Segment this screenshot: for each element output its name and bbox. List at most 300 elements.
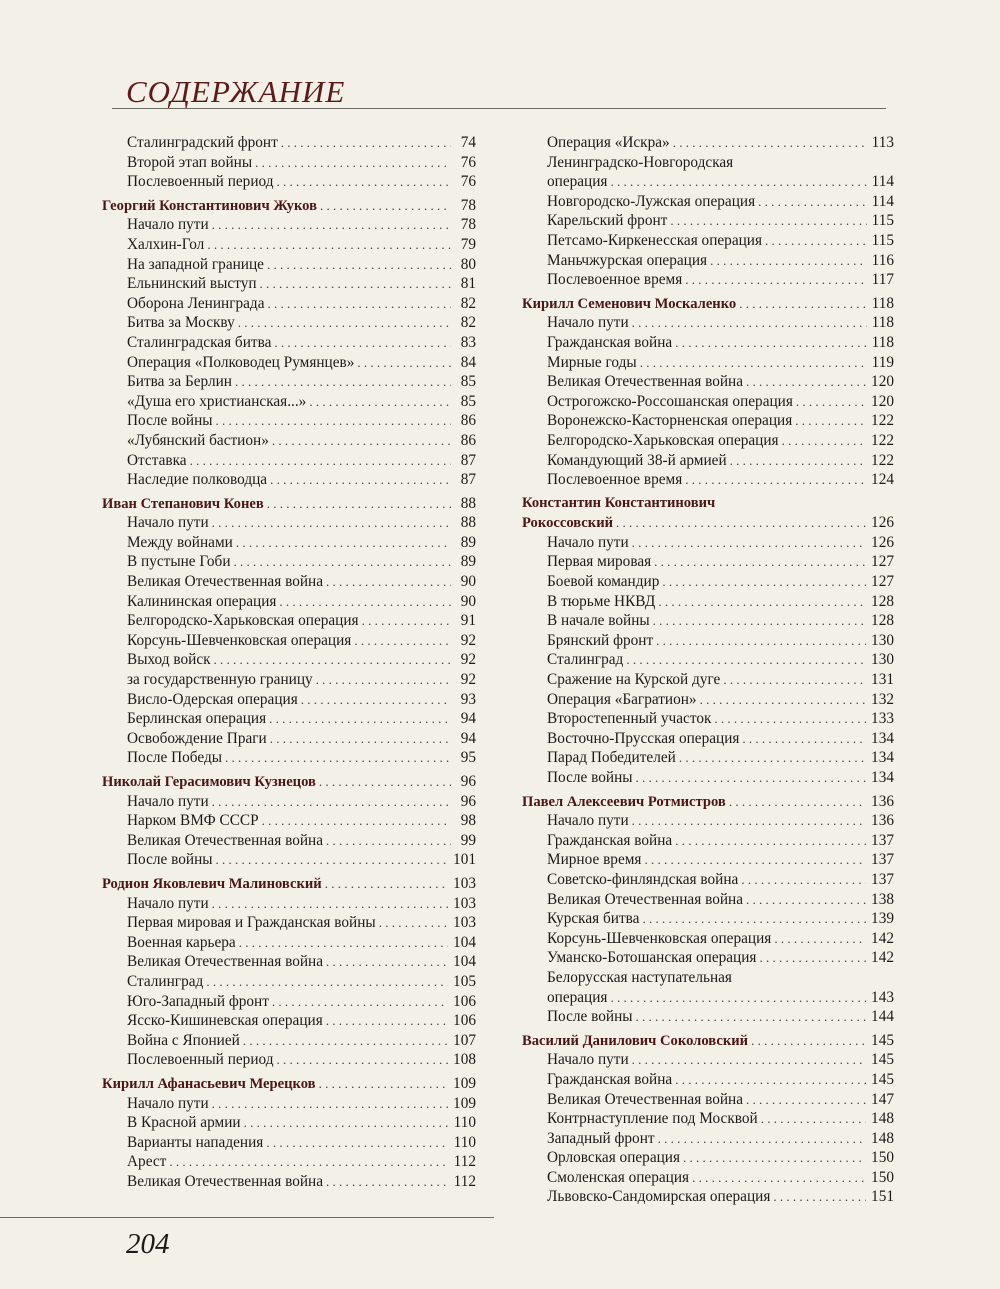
toc-entry[interactable] [522,172,894,192]
toc-person-name: Василий Данилович Соколовский [522,1032,749,1049]
toc-entry[interactable] [102,255,476,275]
toc-entry-title: Между войнами [127,533,233,551]
toc-page-number: 76 [460,153,476,171]
toc-page-number: 87 [460,451,476,469]
toc-entry[interactable] [522,831,894,851]
toc-entry-title: Брянский фронт [547,631,654,649]
dot-leader [610,988,866,1008]
toc-page-number: 95 [460,749,476,767]
toc-entry[interactable] [522,533,894,553]
footer-rule [0,1217,494,1218]
dot-leader [277,172,452,192]
dot-leader [326,1172,449,1192]
toc-page-number: 126 [871,533,894,551]
dot-leader [640,353,867,373]
toc-entry[interactable] [522,572,894,592]
toc-page-number: 82 [460,294,476,312]
toc-entry[interactable] [102,153,476,173]
toc-entry-title: После войны [547,1008,633,1026]
toc-entry[interactable] [102,274,476,294]
toc-entry-title: Петсамо-Киркенесская операция [547,231,763,249]
toc-entry[interactable] [102,1094,476,1114]
toc-page-number: 132 [871,690,894,708]
dot-leader [685,270,866,290]
toc-page-number: 103 [453,874,476,892]
dot-leader [675,1070,866,1090]
toc-page-number: 145 [871,1031,894,1049]
dot-leader [214,650,451,670]
dot-leader [212,792,451,812]
toc-entry[interactable] [522,470,894,490]
toc-page-number: 128 [871,612,894,630]
toc-entry[interactable] [522,1050,894,1070]
dot-leader [729,792,866,812]
toc-person-entry[interactable] [522,513,894,533]
toc-entry[interactable] [102,333,476,353]
toc-entry-title: Второстепенный участок [547,710,712,728]
toc-entry-title: Уманско-Ботошанская операция [547,949,757,967]
toc-page-number: 89 [460,533,476,551]
toc-page-number: 104 [453,933,476,951]
dot-leader [782,431,866,451]
toc-entry[interactable] [102,392,476,412]
dot-leader [746,1090,866,1110]
toc-entry-title: Ясско-Кишиневская операция [127,1012,323,1030]
dot-leader [270,729,451,749]
toc-entry[interactable] [522,690,894,710]
toc-entry-title: Послевоенное время [547,471,683,489]
toc-entry-title: Юго-Западный фронт [127,992,269,1010]
toc-entry[interactable] [102,1113,476,1133]
toc-entry[interactable] [102,313,476,333]
toc-page-number: 134 [871,769,894,786]
toc-entry-title: Начало пути [127,514,209,532]
toc-entry[interactable] [522,313,894,333]
toc-entry-title: Операция «Искра» [547,134,670,151]
dot-leader [238,313,451,333]
toc-entry[interactable] [522,270,894,290]
dot-leader [319,1074,448,1094]
dot-leader [212,215,451,235]
toc-entry[interactable] [522,1090,894,1110]
toc-page-number: 130 [871,631,894,649]
toc-entry[interactable] [102,572,476,592]
toc-entry[interactable] [522,251,894,271]
toc-entry[interactable] [102,709,476,729]
toc-person-entry[interactable] [102,494,476,514]
toc-entry[interactable] [522,451,894,471]
toc-page-number: 142 [871,929,894,947]
toc-entry[interactable] [102,1011,476,1031]
toc-entry-title: Начало пути [547,314,629,332]
toc-page-number: 78 [460,196,476,214]
dot-leader [269,709,451,729]
toc-entry-title: После войны [127,851,213,869]
toc-entry[interactable] [522,1168,894,1188]
dot-leader [751,1031,866,1051]
toc-entry[interactable] [102,513,476,533]
toc-entry[interactable] [102,850,476,870]
toc-entry[interactable] [522,1070,894,1090]
toc-entry-title: Орловская операция [547,1149,681,1167]
toc-page-number: 130 [871,651,894,669]
toc-page-number: 91 [460,612,476,630]
toc-entry-title: Сталинградская битва [127,333,272,351]
toc-entry[interactable] [522,1148,894,1168]
toc-page-number: 109 [453,1094,476,1112]
toc-entry[interactable] [102,1152,476,1172]
dot-leader [730,451,866,471]
dot-leader [746,372,866,392]
toc-entry-title: Западный фронт [547,1129,655,1147]
toc-page-number: 76 [460,173,476,191]
toc-entry[interactable] [522,353,894,373]
toc-entry-title: Корсунь-Шевченковская операция [547,929,772,947]
toc-entry[interactable] [102,1031,476,1051]
toc-entry-title: Наследие полководца [127,471,268,489]
toc-page-number: 104 [453,953,476,971]
toc-entry[interactable] [522,729,894,749]
dot-leader [216,411,451,431]
toc-entry-title: Смоленская операция [547,1168,690,1186]
toc-entry[interactable] [102,1172,476,1192]
toc-entry-title: Белорусская наступательная [547,968,732,986]
toc-page-number: 139 [871,910,894,928]
toc-entry-title: Висло-Одерская операция [127,690,298,708]
toc-page-number: 80 [460,255,476,273]
toc-entry[interactable] [522,392,894,412]
toc-page-number: 74 [460,134,476,151]
toc-entry[interactable] [522,929,894,949]
toc-person-entry[interactable] [102,1074,476,1094]
toc-page-number: 128 [871,592,894,610]
toc-page-number: 115 [871,212,894,230]
dot-leader [739,294,866,314]
toc-entry[interactable] [102,552,476,572]
dot-leader [683,1148,866,1168]
toc-entry[interactable] [102,431,476,451]
toc-entry[interactable] [102,811,476,831]
toc-entry[interactable] [102,972,476,992]
toc-person-entry[interactable] [522,294,894,314]
toc-entry-title: Ельнинский выступ [127,275,257,293]
toc-entry-title: Операция «Багратион» [547,690,697,708]
page-title: СОДЕРЖАНИЕ [126,74,346,109]
dot-leader [656,631,866,651]
dot-leader [675,333,866,353]
toc-entry-title: Курская битва [547,910,640,928]
toc-entry-title: «Лубянский бастион» [127,431,269,449]
dot-leader [266,1133,448,1153]
toc-page-number: 96 [460,773,476,790]
toc-page-number: 96 [460,792,476,810]
dot-leader [742,729,866,749]
toc-entry[interactable] [102,670,476,690]
toc-entry[interactable] [522,1109,894,1129]
toc-entry-title: Великая Отечественная война [127,831,324,849]
toc-entry[interactable] [522,1129,894,1149]
toc-entry[interactable] [102,353,476,373]
toc-entry[interactable] [522,231,894,251]
toc-entry[interactable] [522,850,894,870]
toc-entry[interactable] [522,909,894,929]
toc-entry[interactable] [102,592,476,612]
toc-entry[interactable] [102,690,476,710]
toc-entry[interactable] [102,470,476,490]
toc-entry[interactable] [522,948,894,968]
toc-entry-title: Калининская операция [127,592,277,610]
dot-leader [262,811,451,831]
dot-leader [642,909,866,929]
toc-entry[interactable] [522,890,894,910]
dot-leader [326,572,451,592]
toc-entry[interactable] [102,411,476,431]
toc-page-number: 147 [871,1090,894,1108]
toc-entry-title: Сражение на Курской дуге [547,671,721,689]
toc-entry[interactable] [522,670,894,690]
dot-leader [795,411,866,431]
toc-entry[interactable] [102,372,476,392]
toc-entry[interactable] [522,133,894,153]
toc-page-number: 116 [871,251,894,269]
dot-leader [658,592,866,612]
toc-entry[interactable] [102,729,476,749]
toc-entry[interactable] [102,235,476,255]
toc-entry[interactable] [102,952,476,972]
dot-leader [741,870,866,890]
toc-entry[interactable] [102,792,476,812]
toc-entry-title: В тюрьме НКВД [547,592,656,610]
toc-entry[interactable] [522,411,894,431]
header-rule [112,108,886,109]
toc-entry[interactable] [522,333,894,353]
toc-page-number: 106 [453,992,476,1010]
toc-entry-title: Начало пути [547,533,629,551]
dot-leader [325,874,448,894]
toc-page-number: 113 [871,134,894,151]
toc-entry[interactable] [522,650,894,670]
toc-entry[interactable] [522,1007,894,1027]
toc-entry[interactable] [102,611,476,631]
toc-entry-title: Мирное время [547,851,642,869]
dot-leader [206,972,448,992]
dot-leader [272,992,448,1012]
dot-leader [244,1113,449,1133]
toc-entry-title: После войны [547,769,633,786]
toc-page-number: 126 [871,514,894,532]
toc-entry[interactable] [102,451,476,471]
toc-entry[interactable] [522,709,894,729]
dot-leader [260,274,451,294]
toc-page-number: 136 [871,792,894,810]
toc-entry[interactable] [522,372,894,392]
toc-page-number: 134 [871,729,894,747]
toc-page-number: 94 [460,710,476,728]
toc-page-number: 134 [871,749,894,767]
toc-entry-title: Второй этап войны [127,153,253,171]
toc-entry[interactable] [522,811,894,831]
toc-page-number: 131 [871,671,894,689]
toc-entry[interactable] [102,631,476,651]
dot-leader [270,470,451,490]
toc-entry-title: Великая Отечественная война [547,1090,744,1108]
toc-page-number: 88 [460,494,476,512]
toc-entry[interactable] [522,631,894,651]
toc-entry-title: В начале войны [547,612,650,630]
toc-entry[interactable] [522,1187,894,1207]
dot-leader [169,1152,448,1172]
dot-leader [692,1168,866,1188]
dot-leader [239,933,448,953]
toc-person-name: Иван Степанович Конев [102,495,264,512]
toc-entry-title: Начало пути [127,1094,209,1112]
dot-leader [654,552,866,572]
toc-page-number: 86 [460,412,476,430]
toc-page-number: 87 [460,471,476,489]
toc-entry[interactable] [522,552,894,572]
dot-leader [212,1094,448,1114]
dot-leader [765,231,867,251]
toc-entry[interactable] [102,133,476,153]
toc-left-column [102,133,476,1191]
toc-entry-title: Контрнаступление под Москвой [547,1110,758,1128]
toc-entry-title: Отставка [127,451,187,469]
toc-entry-title: Великая Отечественная война [547,373,744,391]
toc-entry[interactable] [102,1133,476,1153]
toc-page-number: 90 [460,592,476,610]
toc-entry-title: Парад Победителей [547,749,676,767]
toc-entry[interactable] [522,431,894,451]
toc-entry[interactable] [522,748,894,768]
toc-person-name: Николай Герасимович Кузнецов [102,774,316,790]
dot-leader [357,353,451,373]
toc-entry[interactable] [102,215,476,235]
toc-page-number: 90 [460,573,476,591]
toc-entry-title: Оборона Ленинграда [127,294,265,312]
toc-entry[interactable] [102,172,476,192]
toc-entry-title: Великая Отечественная война [127,1172,324,1190]
toc-entry-title: Послевоенный период [127,1051,274,1069]
page-number: 204 [126,1228,170,1260]
dot-leader [662,572,866,592]
toc-page-number: 112 [453,1153,476,1171]
dot-leader [761,1109,866,1129]
dot-leader [746,890,866,910]
toc-entry-title: Гражданская война [547,831,673,849]
toc-person-name: Родион Яковлевич Малиновский [102,875,322,892]
toc-entry-title: операция [547,173,608,191]
toc-person-entry[interactable] [522,792,894,812]
toc-entry[interactable] [522,611,894,631]
toc-page-number: 118 [871,333,894,351]
toc-entry[interactable] [102,913,476,933]
toc-entry[interactable] [522,592,894,612]
dot-leader [362,611,451,631]
dot-leader [272,431,451,451]
toc-page-number: 83 [460,333,476,351]
toc-entry-title: Маньчжурская операция [547,251,708,269]
dot-leader [236,533,451,553]
toc-entry[interactable] [102,533,476,553]
toc-person-entry[interactable] [522,1031,894,1051]
toc-page-number: 92 [460,631,476,649]
dot-leader [636,768,867,788]
dot-leader [632,1050,866,1070]
dot-leader [616,513,866,533]
dot-leader [274,333,451,353]
toc-page-number: 118 [871,294,894,312]
toc-entry-title: Начало пути [547,812,629,830]
toc-entry-title: Острогожско-Россошанская операция [547,392,793,410]
toc-entry-title: Белгородско-Харьковская операция [547,431,779,449]
toc-page-number: 143 [871,988,894,1006]
toc-page-number: 112 [453,1172,476,1190]
toc-entry[interactable] [102,294,476,314]
dot-leader [610,172,866,192]
toc-person-entry[interactable] [102,196,476,216]
toc-entry-title: Львовско-Сандомирская операция [547,1188,771,1206]
toc-page-number: 150 [871,1168,894,1186]
toc-entry[interactable] [522,870,894,890]
toc-entry[interactable] [102,1050,476,1070]
toc-entry[interactable] [102,894,476,914]
dot-leader [673,133,867,153]
toc-page-number: 86 [460,431,476,449]
toc-entry-title: Корсунь-Шевченковская операция [127,631,352,649]
toc-page-number: 101 [453,851,476,869]
toc-entry[interactable] [522,988,894,1008]
toc-person-entry[interactable] [102,874,476,894]
dot-leader [759,948,866,968]
toc-entry[interactable] [102,831,476,851]
toc-entry-title: Берлинская операция [127,710,267,728]
dot-leader [234,552,451,572]
toc-entry[interactable] [522,768,894,788]
toc-entry[interactable] [102,748,476,768]
toc-entry-title: Первая мировая и Гражданская войны [127,914,376,932]
dot-leader [279,592,451,612]
toc-entry[interactable] [102,933,476,953]
toc-entry-title: Советско-финляндская война [547,870,739,888]
toc-page-number: 79 [460,235,476,253]
toc-entry[interactable] [102,650,476,670]
dot-leader [773,1187,866,1207]
dot-leader [632,811,866,831]
toc-entry[interactable] [522,211,894,231]
dot-leader [216,850,449,870]
toc-entry-title: Великая Отечественная война [127,953,324,971]
toc-page-number: 122 [871,451,894,469]
toc-entry-title: Первая мировая [547,553,652,571]
dot-leader [326,1011,448,1031]
toc-page-number: 122 [871,431,894,449]
toc-entry[interactable] [102,992,476,1012]
dot-leader [309,392,451,412]
toc-page-number: 137 [871,870,894,888]
toc-person-entry[interactable] [102,772,476,792]
toc-entry[interactable] [522,192,894,212]
toc-page-number: 110 [453,1114,476,1132]
toc-page-number: 115 [871,231,894,249]
toc-entry-title: После войны [127,412,213,430]
toc-page-number: 137 [871,851,894,869]
toc-page-number: 92 [460,651,476,669]
dot-leader [267,494,451,514]
dot-leader [212,894,448,914]
toc-page-number: 105 [453,972,476,990]
toc-entry-title: Сталинградский фронт [127,134,278,151]
toc-person-name: Кирилл Семенович Москаленко [522,295,737,312]
